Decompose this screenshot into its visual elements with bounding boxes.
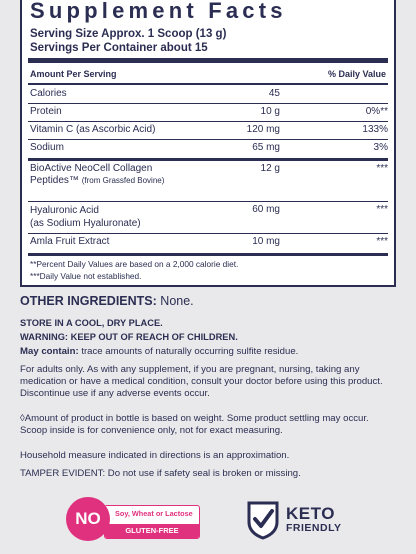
nutrient-source: (from Grassfed Bovine)	[81, 176, 165, 185]
facts-title: Supplement Facts	[30, 0, 287, 23]
nutrient-name: Calories	[30, 88, 67, 99]
may-contain-label: May contain:	[20, 346, 79, 357]
keto-friendly-label	[286, 505, 342, 535]
nutrient-name-line1: Hyaluronic Acid	[30, 205, 99, 216]
keto-text: KETO	[286, 504, 335, 523]
nutrient-name-line2: (as Sodium Hyaluronate)	[30, 218, 141, 229]
nutrient-dv: 3%	[373, 142, 388, 153]
amount-note: ◊Amount of product in bottle is based on weight. Some product settling may occur. Scoop inside is for convenience only, not for exact measuring.	[20, 413, 369, 436]
nutrient-name: Amla Fruit Extract	[30, 236, 110, 247]
no-badge-circle: NO	[66, 497, 110, 541]
row-divider	[28, 139, 388, 140]
storage-instruction: STORE IN A COOL, DRY PLACE.	[20, 318, 163, 328]
amount-header: Amount Per Serving	[30, 69, 117, 79]
nutrient-amount: 120 mg	[246, 124, 280, 135]
other-ingredients	[20, 295, 398, 307]
footnote-divider	[28, 253, 388, 256]
nutrient-row-hyaluronic	[30, 204, 388, 232]
other-ingredients-label: OTHER INGREDIENTS:	[20, 294, 157, 308]
dv-header: % Daily Value	[327, 69, 386, 79]
nutrient-amount: 65 mg	[252, 142, 280, 153]
other-ingredients-value: None.	[160, 294, 194, 308]
footnote-not-established: ***Daily Value not established.	[30, 271, 142, 281]
may-contain	[20, 346, 398, 358]
row-divider	[28, 233, 388, 234]
nutrient-dv: ***	[376, 163, 388, 174]
gluten-free-label: GLUTEN-FREE	[105, 524, 199, 538]
nutrient-name-line1: BioActive NeoCell Collagen	[30, 163, 153, 174]
header-rule	[28, 83, 388, 85]
nutrient-name: Sodium	[30, 142, 64, 153]
servings-per-container: Servings Per Container about 15	[30, 42, 208, 54]
supplement-facts-panel	[20, 0, 396, 287]
allergen-text: Soy, Wheat or Lactose	[115, 509, 193, 518]
nutrient-dv: 0%**	[365, 106, 388, 117]
nutrient-amount: 10 mg	[252, 236, 280, 247]
nutrient-name: Vitamin C (as Ascorbic Acid)	[30, 124, 156, 135]
allergen-badge	[104, 505, 200, 539]
nutrient-row-collagen	[30, 163, 388, 197]
tamper-evident-note: TAMPER EVIDENT: Do not use if safety seal is broken or missing.	[20, 468, 301, 479]
warning-text: WARNING: KEEP OUT OF REACH OF CHILDREN.	[20, 332, 238, 342]
nutrient-amount: 60 mg	[252, 204, 280, 215]
nutrient-amount: 12 g	[260, 163, 280, 174]
adults-note: For adults only. As with any supplement, if you are pregnant, nursing, taking any medication or have a medical condition, consult your doctor before using this product. Discontinue use if any adverse events occur.	[20, 364, 383, 399]
nutrient-dv: 133%	[362, 124, 388, 135]
nutrient-name-line2: Peptides™	[30, 175, 79, 186]
may-contain-value: trace amounts of naturally occurring sulfite residue.	[81, 346, 299, 357]
nutrient-name: Protein	[30, 106, 62, 117]
row-divider	[28, 121, 388, 122]
section-divider	[28, 158, 388, 161]
row-divider	[28, 201, 388, 202]
nutrient-amount: 10 g	[260, 106, 280, 117]
friendly-text: FRIENDLY	[286, 522, 342, 534]
header-divider	[28, 58, 388, 63]
nutrient-dv: ***	[376, 204, 388, 215]
nutrient-amount: 45	[268, 88, 280, 99]
serving-size: Serving Size Approx. 1 Scoop (13 g)	[30, 28, 227, 40]
nutrient-dv: ***	[376, 236, 388, 247]
household-note: Household measure indicated in directions is an approximation.	[20, 450, 290, 461]
check-shield-icon	[246, 500, 280, 540]
row-divider	[28, 103, 388, 104]
footnote-dv: **Percent Daily Values are based on a 2,000 calorie diet.	[30, 259, 239, 269]
